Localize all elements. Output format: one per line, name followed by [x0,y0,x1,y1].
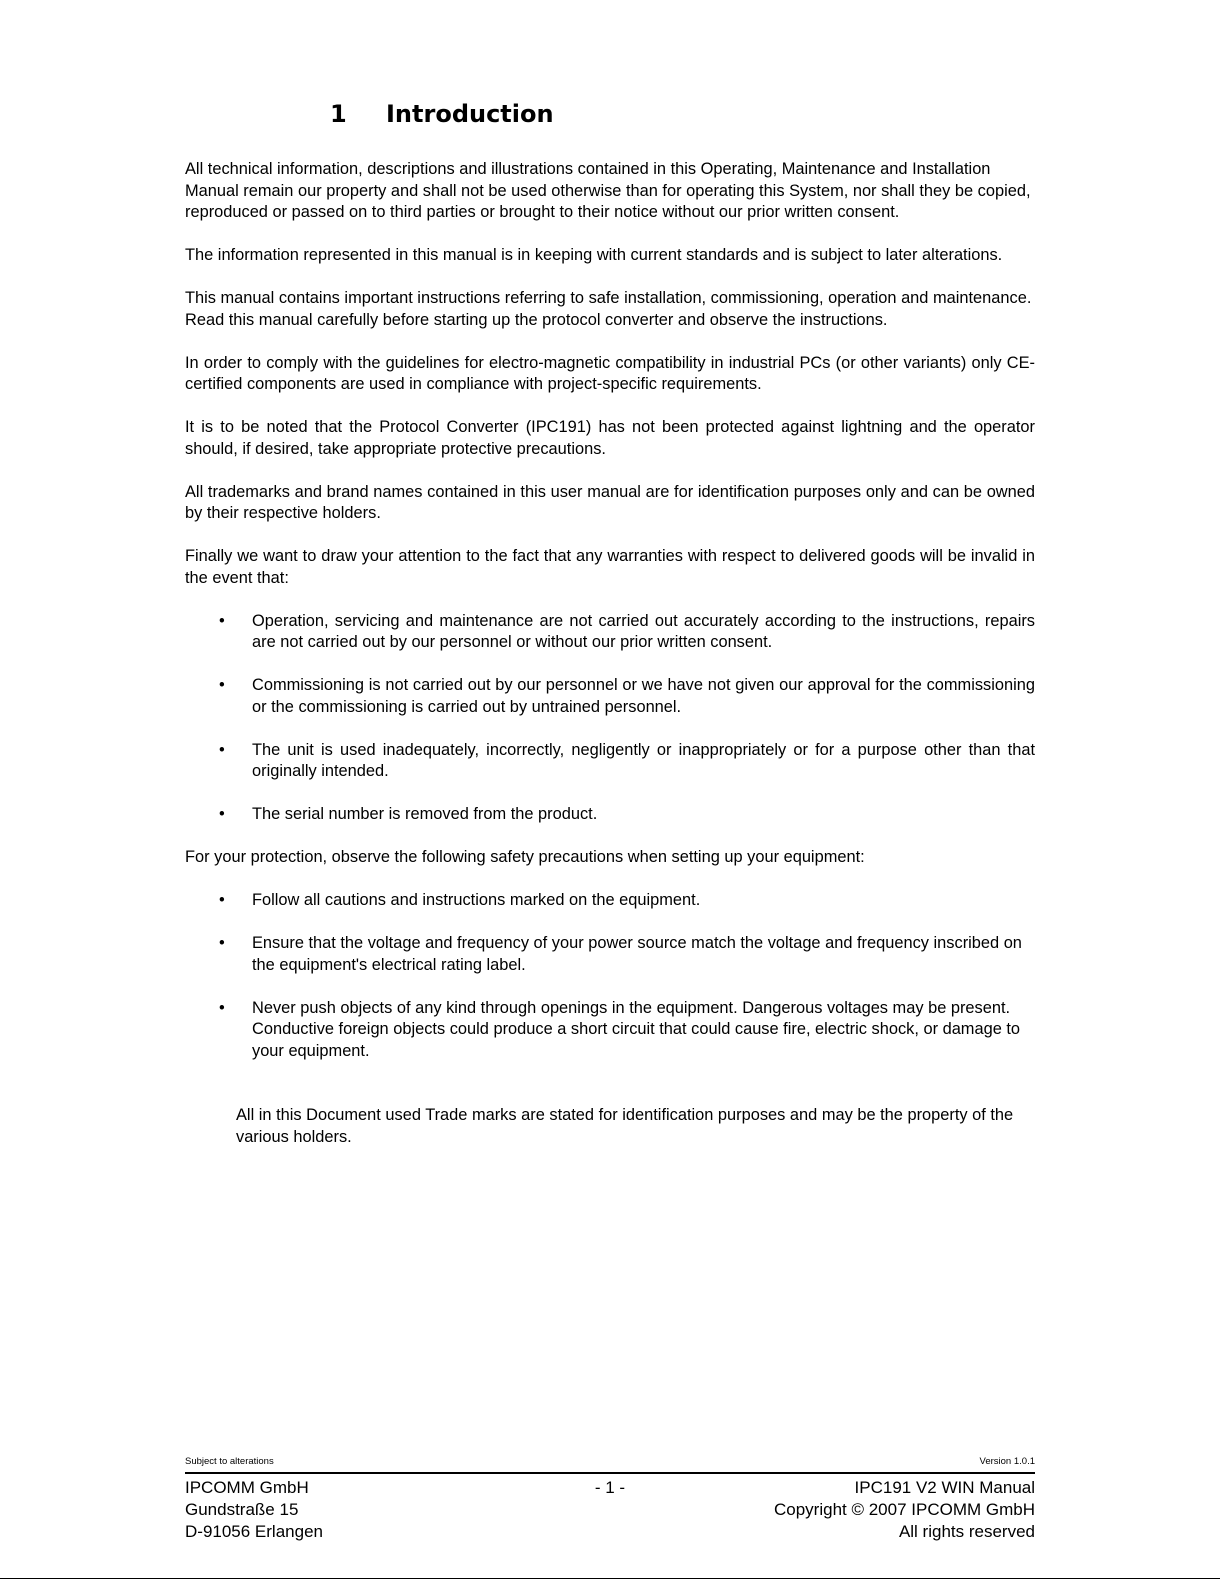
bullet-icon: • [219,998,225,1017]
footer-copyright: Copyright © 2007 IPCOMM GmbH [774,1500,1035,1519]
list-item-text: The unit is used inadequately, incorrectly, negligently or inappropriately or for a purpose other than that originally intended. [252,740,1035,780]
paragraph-emc: In order to comply with the guidelines for electro-magnetic compatibility in industrial PCs (or other variants) only CE-certified components are used in compliance with project-specific requirements. [185,353,1035,393]
footer-meta [185,1456,1035,1467]
page-bottom-rule [0,1578,1220,1579]
footer-company: IPCOMM GmbH [185,1478,309,1497]
bullet-icon: • [219,611,225,630]
bullet-icon: • [219,891,225,909]
list-item [185,998,1035,1063]
footer-version: Version 1.0.1 [979,1456,1035,1467]
body-text [185,159,1035,1148]
list-item [185,740,1035,783]
footer-city: D-91056 Erlangen [185,1522,323,1541]
safety-list [185,890,1035,1062]
list-item [185,611,1035,654]
section-number: 1 [330,100,347,128]
list-item [185,933,1035,976]
footer-street: Gundstraße 15 [185,1500,299,1519]
paragraph-ownership: All technical information, descriptions and illustrations contained in this Operating, Maintenance and Installation Manual remain our property and shall not be used otherwise than for operating this System, nor shall they be copied, reproduced or passed on to third parties or brought to their notice without our prior written consent. [185,160,1031,221]
paragraph-read-manual: Read this manual carefully before starting up the protocol converter and observe the instructions. [185,310,888,329]
list-item-text: Ensure that the voltage and frequency of your power source match the voltage and frequency inscribed on the equipment's electrical rating label. [252,934,1022,974]
section-heading [330,100,554,128]
list-item-text: Never push objects of any kind through openings in the equipment. Dangerous voltages may be present. Conductive foreign objects could produce a short circuit that could cause fire, electric shock, or damage to your equipment. [252,998,1021,1060]
list-item [185,804,1035,826]
paragraph-instructions: This manual contains important instructions referring to safe installation, commissioning, operation and maintenance. [185,289,1032,307]
warranty-list [185,611,1035,826]
footer-rights-text: All rights reserved [898,1522,1035,1541]
trademark-note: All in this Document used Trade marks are stated for identification purposes and may be the property of the various holders. [236,1106,1014,1146]
paragraph-lightning: It is to be noted that the Protocol Converter (IPC191) has not been protected against lightning and the operator should, if desired, take appropriate protective precautions. [185,418,1035,458]
paragraph-warranty-intro: Finally we want to draw your attention to the fact that any warranties with respect to delivered goods will be invalid in the event that: [185,547,1035,587]
bullet-icon: • [219,805,225,823]
bullet-icon: • [219,740,225,759]
footer-page-number: - 1 - [594,1478,626,1497]
list-item [185,675,1035,718]
paragraph-safety-intro: For your protection, observe the following safety precautions when setting up your equipment: [185,848,865,866]
footer-subject: Subject to alterations [185,1456,274,1467]
bullet-icon: • [219,676,225,694]
footer-manual: IPC191 V2 WIN Manual [854,1478,1035,1497]
list-item-text: The serial number is removed from the product. [252,805,598,823]
footer-rights [774,1477,1035,1543]
paragraph-trademarks: All trademarks and brand names contained in this user manual are for identification purposes only and can be owned by their respective holders. [185,482,1035,522]
list-item-text: Commissioning is not carried out by our personnel or we have not given our approval for the commissioning or the commissioning is carried out by untrained personnel. [252,676,1035,716]
paragraph-standards: The information represented in this manual is in keeping with current standards and is subject to later alterations. [185,246,1003,264]
section-title: Introduction [386,100,554,128]
list-item [185,890,1035,912]
list-item-text: Operation, servicing and maintenance are not carried out accurately according to the instructions, repairs are not carried out by our personnel or without our prior written consent. [252,611,1035,651]
bullet-icon: • [219,934,225,952]
footer-divider [185,1472,1035,1474]
list-item-text: Follow all cautions and instructions marked on the equipment. [252,891,701,909]
